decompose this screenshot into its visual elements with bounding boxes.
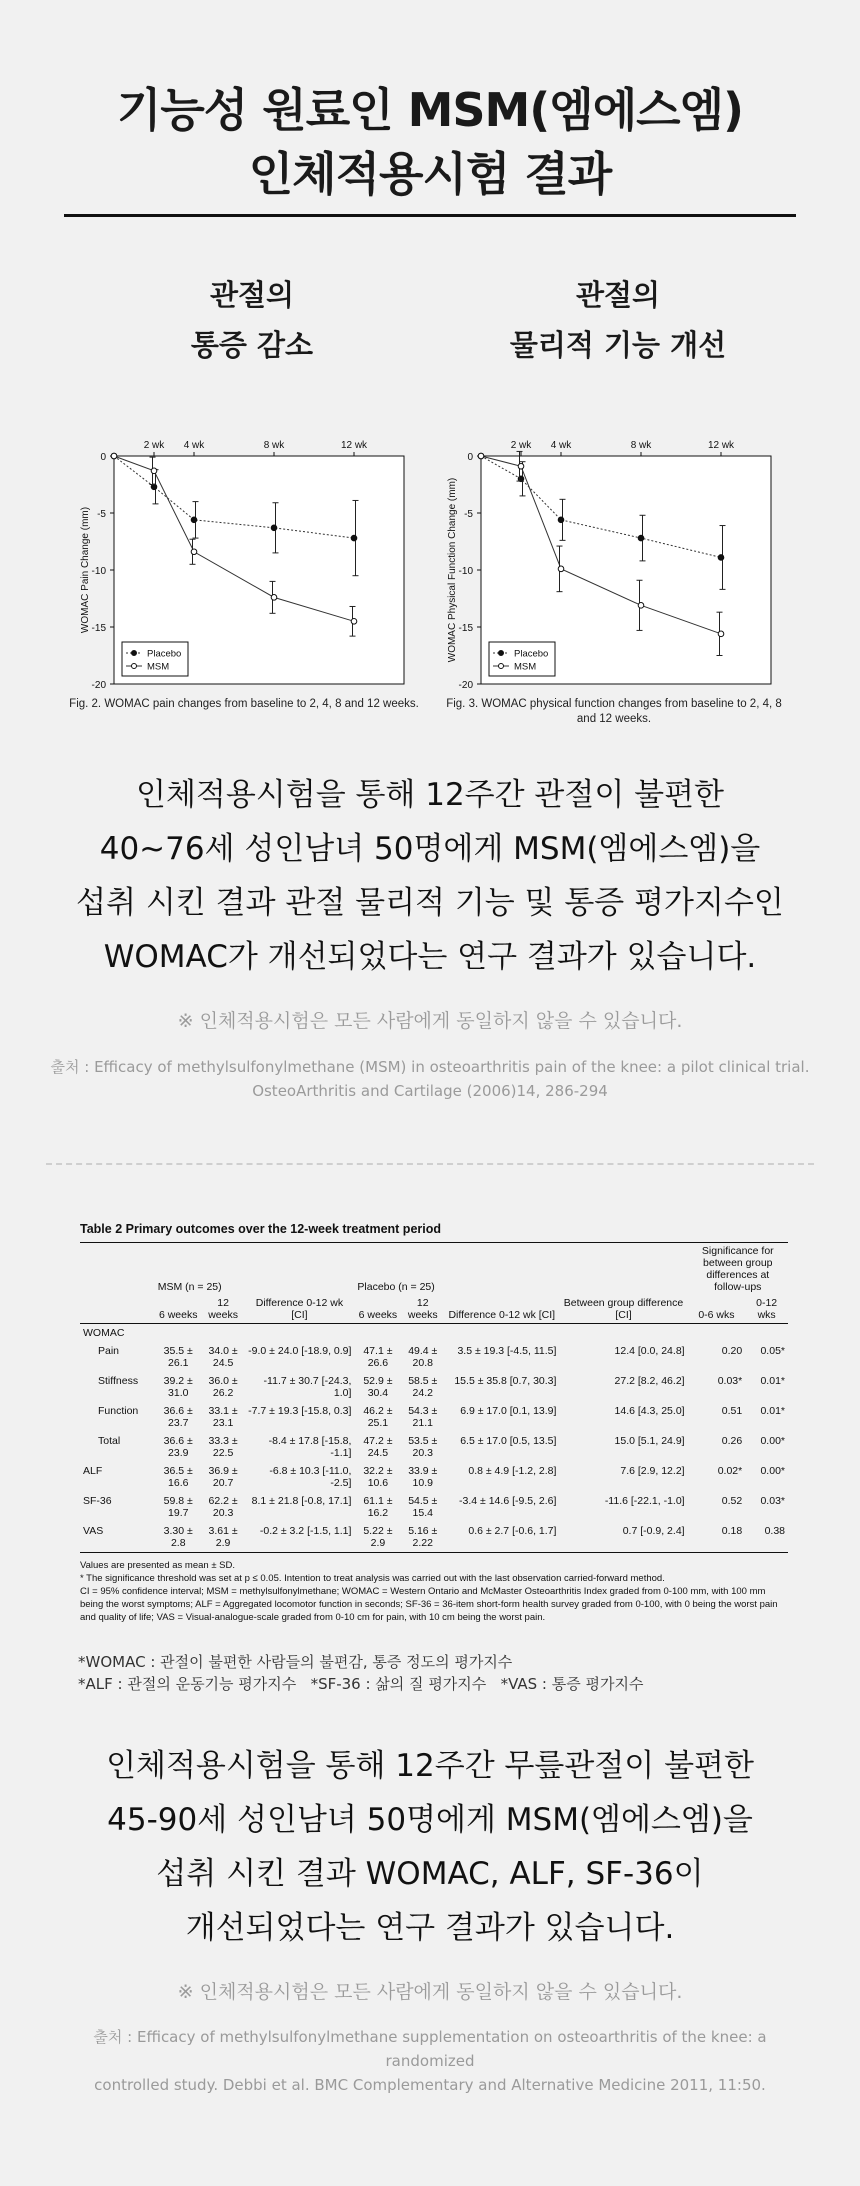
table-caption: Table 2 Primary outcomes over the 12-week treatment period	[80, 1222, 442, 1236]
x-tick-label: 4 wk	[183, 440, 205, 451]
table-cell: 0.51	[721, 1405, 743, 1417]
row-label: Total	[98, 1435, 121, 1447]
study1-line-1: 인체적용시험을 통해 12주간 관절이 불편한	[136, 777, 724, 813]
table-cell: 46.2 ± 25.1	[363, 1405, 393, 1429]
legend-marker	[499, 664, 504, 669]
table-cell: -11.6 [-22.1, -1.0]	[604, 1495, 685, 1507]
title-line-2: 인체적용시험 결과	[248, 147, 612, 201]
function-chart-svg	[441, 426, 781, 690]
pain-heading-line-2: 통증 감소	[190, 328, 314, 362]
data-point	[271, 525, 277, 531]
title-line-1: 기능성 원료인 MSM(엠에스엠)	[116, 83, 744, 137]
fig2-caption: Fig. 2. WOMAC pain changes from baseline to 2, 4, 8 and 12 weeks.	[69, 698, 419, 710]
col-header: 6 weeks	[354, 1295, 401, 1324]
data-point	[351, 535, 357, 541]
table-row	[80, 1492, 788, 1522]
table-row	[80, 1402, 788, 1432]
table-cell: 0.02*	[717, 1465, 743, 1477]
table-cell: 53.5 ± 20.3	[408, 1435, 438, 1459]
table-cell: 0.01*	[760, 1375, 785, 1387]
table-cell: 35.5 ± 26.1	[163, 1345, 193, 1369]
study2-line-2: 45-90세 성인남녀 50명에게 MSM(엠에스엠)을	[107, 1802, 753, 1838]
col-header: Difference 0-12 wk [CI]	[444, 1295, 559, 1324]
row-label: VAS	[80, 1522, 155, 1553]
pain-heading-line-1: 관절의	[209, 278, 295, 312]
study1-disclaimer: ※ 인체적용시험은 모든 사람에게 동일하지 않을 수 있습니다.	[177, 1010, 683, 1032]
data-point	[351, 619, 357, 625]
row-label: Pain	[98, 1345, 120, 1357]
data-point	[191, 517, 197, 523]
row-label: Function	[98, 1405, 139, 1417]
table-cell: 0.8 ± 4.9 [-1.2, 2.8]	[468, 1465, 557, 1477]
table-cell: 3.5 ± 19.3 [-4.5, 11.5]	[457, 1345, 557, 1357]
table-row	[80, 1522, 788, 1553]
fig3-caption: Fig. 3. WOMAC physical function changes from baseline to 2, 4, 8 and 12 weeks.	[446, 698, 782, 725]
study1-line-2: 40~76세 성인남녀 50명에게 MSM(엠에스엠)을	[99, 831, 761, 867]
table-cell: 0.20	[721, 1345, 743, 1357]
study1-line-4: WOMAC가 개선되었다는 연구 결과가 있습니다.	[103, 939, 757, 975]
table-cell: 14.6 [4.3, 25.0]	[614, 1405, 685, 1417]
pain-chart	[74, 426, 414, 694]
table-footnotes	[80, 1559, 788, 1624]
function-heading	[488, 270, 748, 370]
table-cell: 0.18	[688, 1522, 746, 1553]
legend-marker	[499, 651, 504, 656]
table-cell: -6.8 ± 10.3 [-11.0, -2.5]	[269, 1465, 352, 1489]
study2-line-4: 개선되었다는 연구 결과가 있습니다.	[185, 1910, 675, 1946]
table-row	[80, 1372, 788, 1402]
table-cell: 47.1 ± 26.6	[363, 1345, 393, 1369]
table-footnote-1: Values are presented as mean ± SD.	[80, 1560, 236, 1571]
table-cell: 0.26	[721, 1435, 743, 1447]
table-cell: -7.7 ± 19.3 [-15.8, 0.3]	[248, 1405, 352, 1417]
table-cell: 15.0 [5.1, 24.9]	[614, 1435, 685, 1447]
data-point	[718, 631, 724, 637]
header-blank	[80, 1295, 155, 1324]
legend-marker	[132, 664, 137, 669]
col-header: Difference 0-12 wk [CI]	[244, 1295, 354, 1324]
section-label: WOMAC	[83, 1327, 125, 1339]
group-msm: MSM (n = 25)	[155, 1243, 355, 1296]
legend-label: Placebo	[147, 648, 182, 660]
group-placebo: Placebo (n = 25)	[354, 1243, 559, 1296]
table-cell: 15.5 ± 35.8 [0.7, 30.3]	[454, 1375, 557, 1387]
study2-source	[50, 2025, 810, 2097]
function-heading-line-1: 관절의	[575, 278, 661, 312]
table-cell: 3.61 ± 2.9	[202, 1522, 245, 1553]
study2-source-line-1: 출처 : Efficacy of methylsulfonylmethane supplementation on osteoarthritis of the knee: a randomized	[93, 2028, 767, 2070]
table-cell: 36.9 ± 20.7	[208, 1465, 238, 1489]
study2-source-line-2: controlled study. Debbi et al. BMC Complementary and Alternative Medicine 2011, 11:50.	[94, 2076, 766, 2094]
y-axis-label: WOMAC Pain Change (mm)	[80, 506, 91, 634]
data-point	[478, 453, 484, 459]
outcomes-table-block	[80, 1222, 788, 1624]
table-cell: 0.00*	[760, 1435, 785, 1447]
study2-line-1: 인체적용시험을 통해 12주간 무릎관절이 불편한	[106, 1748, 754, 1784]
row-label: Stiffness	[98, 1375, 139, 1387]
table-cell: 6.5 ± 17.0 [0.5, 13.5]	[460, 1435, 557, 1447]
pain-heading	[122, 270, 382, 370]
table-cell: 5.16 ± 2.22	[401, 1522, 444, 1553]
table-cell: 36.6 ± 23.9	[163, 1435, 193, 1459]
table-cell: 0.00*	[760, 1465, 785, 1477]
study2-summary	[0, 1739, 860, 1955]
table-row	[80, 1432, 788, 1462]
table-cell: 33.9 ± 10.9	[408, 1465, 438, 1489]
table-cell: 36.6 ± 23.7	[163, 1405, 193, 1429]
data-point	[518, 463, 524, 469]
function-chart	[441, 426, 781, 694]
col-header: 12 weeks	[401, 1295, 444, 1324]
col-header: 12 weeks	[202, 1295, 245, 1324]
table-cell: 49.4 ± 20.8	[408, 1345, 438, 1369]
table-cell: 27.2 [8.2, 46.2]	[614, 1375, 685, 1387]
data-point	[638, 535, 644, 541]
col-header: 6 weeks	[155, 1295, 202, 1324]
data-point	[271, 595, 277, 601]
legend-label: MSM	[147, 661, 170, 673]
abbreviation-line-1: *WOMAC : 관절이 불편한 사람들의 불편감, 통증 정도의 평가지수	[78, 1653, 513, 1671]
y-tick-label: -5	[464, 509, 473, 520]
table-cell: 34.0 ± 24.5	[208, 1345, 238, 1369]
table-body	[80, 1324, 788, 1553]
study1-source-line-2: OsteoArthritis and Cartilage (2006)14, 286-294	[252, 1082, 608, 1100]
x-tick-label: 8 wk	[630, 440, 652, 451]
table-cell: -11.7 ± 30.7 [-24.3, 1.0]	[263, 1375, 352, 1399]
col-header: 0-12 wks	[745, 1295, 788, 1324]
data-point	[111, 453, 117, 459]
table-cell: 33.1 ± 23.1	[208, 1405, 238, 1429]
table-cell: 39.2 ± 31.0	[163, 1375, 193, 1399]
study2-line-3: 섭취 시킨 결과 WOMAC, ALF, SF-36이	[156, 1856, 704, 1892]
y-tick-label: 0	[467, 452, 473, 463]
row-label: ALF	[83, 1465, 103, 1477]
data-point	[638, 603, 644, 609]
data-point	[718, 555, 724, 561]
row-label: SF-36	[83, 1495, 112, 1507]
y-tick-label: -10	[458, 566, 473, 577]
table-cell: 62.2 ± 20.3	[208, 1495, 238, 1519]
x-tick-label: 2 wk	[510, 440, 532, 451]
table-cell: 0.03*	[717, 1375, 743, 1387]
y-tick-label: -5	[97, 509, 106, 520]
table-cell: 0.03*	[760, 1495, 785, 1507]
table-cell: 0.05*	[760, 1345, 785, 1357]
table-cell: 54.5 ± 15.4	[408, 1495, 438, 1519]
table-footnote-2: * The significance threshold was set at p ≤ 0.05. Intention to treat analysis was carried out with the last observation carried-forward method.	[80, 1573, 665, 1584]
group-between	[559, 1243, 687, 1296]
outcomes-table	[80, 1242, 788, 1553]
table-cell: 7.6 [2.9, 12.2]	[620, 1465, 685, 1477]
table-cell: 6.9 ± 17.0 [0.1, 13.9]	[460, 1405, 557, 1417]
table-row	[80, 1342, 788, 1372]
study1-source	[50, 1055, 810, 1103]
title-divider	[64, 214, 796, 217]
x-tick-label: 4 wk	[550, 440, 572, 451]
y-tick-label: -15	[458, 623, 473, 634]
abbreviation-notes	[78, 1651, 643, 1695]
data-point	[151, 468, 157, 474]
table-cell: 47.2 ± 24.5	[363, 1435, 393, 1459]
table-cell: 5.22 ± 2.9	[354, 1522, 401, 1553]
pain-chart-svg	[74, 426, 414, 690]
y-tick-label: -20	[458, 680, 473, 690]
legend-label: Placebo	[514, 648, 549, 660]
table-cell: 36.0 ± 26.2	[208, 1375, 238, 1399]
page-title	[0, 78, 860, 206]
x-tick-label: 8 wk	[263, 440, 285, 451]
table-cell: 8.1 ± 21.8 [-0.8, 17.1]	[251, 1495, 352, 1507]
table-cell: 54.3 ± 21.1	[408, 1405, 438, 1429]
table-footnote-3: CI = 95% confidence interval; MSM = methylsulfonylmethane; WOMAC = Western Ontario and McMaster Osteoarthritis Index graded from 0-100 mm, with 100 mm being the worst symptoms; ALF = Aggregated locomotor function in seconds; SF-36 = 36-item short-form health survey graded from 0-100, with 0 being the worst pain and quality of life; VAS = Visual-analogue-scale graded from 0-10 cm for pain, with 10 cm being the worst pain.	[80, 1586, 778, 1623]
table-section-row	[80, 1324, 788, 1343]
y-tick-label: -10	[91, 566, 106, 577]
table-cell: 58.5 ± 24.2	[408, 1375, 438, 1399]
abbreviation-line-2: *ALF : 관절의 운동기능 평가지수 *SF-36 : 삶의 질 평가지수 *VAS : 통증 평가지수	[78, 1675, 644, 1693]
data-point	[191, 549, 197, 555]
section-divider	[46, 1163, 814, 1165]
table-cell: 12.4 [0.0, 24.8]	[614, 1345, 685, 1357]
x-tick-label: 12 wk	[340, 440, 368, 451]
table-cell: -8.4 ± 17.8 [-15.8, -1.1]	[268, 1435, 352, 1459]
table-cell: 0.38	[745, 1522, 788, 1553]
study1-summary	[0, 768, 860, 984]
table-row	[80, 1462, 788, 1492]
table-cell: -3.4 ± 14.6 [-9.5, 2.6]	[459, 1495, 557, 1507]
data-point	[558, 517, 564, 523]
col-header: Between group difference [CI]	[559, 1295, 687, 1324]
function-heading-line-2: 물리적 기능 개선	[509, 328, 727, 362]
col-header: 0-6 wks	[688, 1295, 746, 1324]
y-tick-label: -20	[91, 680, 106, 690]
table-cell: 3.30 ± 2.8	[155, 1522, 202, 1553]
y-tick-label: 0	[100, 452, 106, 463]
x-tick-label: 12 wk	[707, 440, 735, 451]
table-cell: 0.01*	[760, 1405, 785, 1417]
legend-label: MSM	[514, 661, 537, 673]
study2-disclaimer: ※ 인체적용시험은 모든 사람에게 동일하지 않을 수 있습니다.	[177, 1981, 683, 2003]
table-cell: 0.6 ± 2.7 [-0.6, 1.7]	[444, 1522, 559, 1553]
table-cell: 0.52	[721, 1495, 743, 1507]
data-point	[558, 566, 564, 572]
x-tick-label: 2 wk	[143, 440, 165, 451]
legend-marker	[132, 651, 137, 656]
table-cell: 61.1 ± 16.2	[363, 1495, 393, 1519]
table-cell: 0.7 [-0.9, 2.4]	[559, 1522, 687, 1553]
table-corner	[80, 1243, 155, 1296]
study1-line-3: 섭취 시킨 결과 관절 물리적 기능 및 통증 평가지수인	[76, 885, 784, 921]
y-axis-label: WOMAC Physical Function Change (mm)	[447, 477, 458, 663]
group-significance: Significance for between group differences at follow-ups	[688, 1243, 788, 1296]
table-cell: 36.5 ± 16.6	[163, 1465, 193, 1489]
table-cell: 52.9 ± 30.4	[363, 1375, 393, 1399]
table-cell: -9.0 ± 24.0 [-18.9, 0.9]	[248, 1345, 352, 1357]
table-cell: 59.8 ± 19.7	[163, 1495, 193, 1519]
study1-source-line-1: 출처 : Efficacy of methylsulfonylmethane (MSM) in osteoarthritis pain of the knee: a pilot clinical trial.	[50, 1058, 810, 1076]
y-tick-label: -15	[91, 623, 106, 634]
table-cell: 32.2 ± 10.6	[363, 1465, 393, 1489]
table-cell: -0.2 ± 3.2 [-1.5, 1.1]	[244, 1522, 354, 1553]
table-cell: 33.3 ± 22.5	[208, 1435, 238, 1459]
